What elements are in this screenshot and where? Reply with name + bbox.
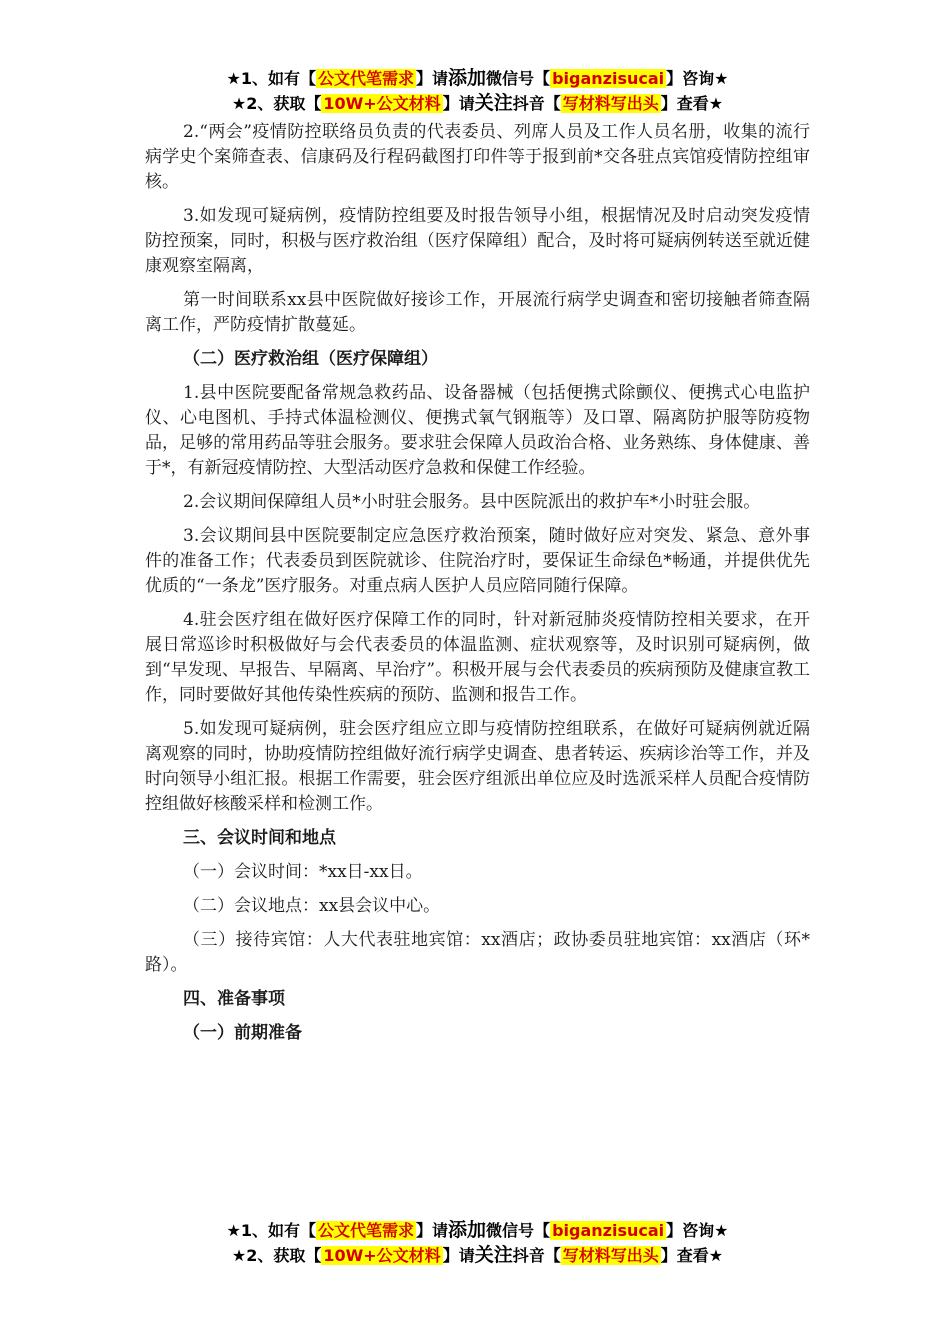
paragraph: 3.会议期间县中医院要制定应急医疗救治预案，随时做好应对突发、紧急、意外事件的准备工作；代表委员到医院就诊、住院治疗时，要保证生命绿色*畅通，并提供优先优质的“一条龙”医疗服务。对重点病人医护人员应陪同随行保障。: [145, 526, 810, 596]
paragraph: 第一时间联系xx县中医院做好接诊工作，开展流行病学史调查和密切接触者筛查隔离工作，严防疫情扩散蔓延。: [145, 290, 810, 335]
banner-text: 】请: [442, 94, 475, 113]
promo-banner-line-1: [145, 1218, 810, 1243]
paragraph: （三）接待宾馆：人大代表驻地宾馆：xx酒店；政协委员驻地宾馆：xx酒店（环*路）。: [145, 930, 810, 975]
banner-text: ★1、如有【: [226, 1221, 316, 1240]
banner-text: 抖音【: [512, 94, 561, 113]
banner-text: ★2、获取【: [231, 1246, 322, 1265]
section-heading: 四、准备事项: [183, 989, 285, 1009]
paragraph: 2.会议期间保障组人员*小时驻会服务。县中医院派出的救护车*小时驻会服。: [183, 492, 761, 512]
highlight-wechat-id: biganzisucai: [552, 69, 665, 88]
promo-banner-line-2: [145, 91, 810, 116]
promo-banner-line-2: [145, 1243, 810, 1268]
banner-text: ★1、如有【: [226, 69, 316, 88]
banner-text: 】咨询★: [666, 69, 729, 88]
highlight-materials: 10W+公文材料: [323, 94, 441, 113]
section-heading: 三、会议时间和地点: [183, 828, 336, 848]
banner-text: 】咨询★: [666, 1221, 729, 1240]
highlight-materials: 10W+公文材料: [323, 1246, 441, 1265]
banner-text: ★2、获取【: [231, 94, 322, 113]
paragraph: 1.县中医院要配备常规急救药品、设备器械（包括便携式除颤仪、便携式心电监护仪、心电图机、手持式体温检测仪、便携式氧气钢瓶等）及口罩、隔离防护服等防疫物品，足够的常用药品等驻会服务。要求驻会保障人员政治合格、业务熟练、身体健康、善于*，有新冠疫情防控、大型活动医疗急救和保健工作经验。: [145, 383, 810, 478]
banner-text: 微信号【: [486, 69, 551, 88]
highlight-douyin: 写材料写出头: [562, 1246, 659, 1265]
highlight-service: 公文代笔需求: [318, 69, 415, 88]
banner-text: 】查看★: [660, 94, 724, 113]
banner-emphasis: 添加: [448, 1219, 487, 1241]
promo-banner-line-1: [145, 66, 810, 91]
banner-emphasis: 关注: [474, 1244, 513, 1266]
banner-text: 抖音【: [512, 1246, 561, 1265]
document-page: [145, 66, 810, 1055]
highlight-douyin: 写材料写出头: [562, 94, 659, 113]
highlight-service: 公文代笔需求: [318, 1221, 415, 1240]
banner-text: 】请: [416, 1221, 449, 1240]
section-heading: （二）医疗救治组（医疗保障组）: [183, 349, 438, 369]
subsection-heading: （一）前期准备: [183, 1023, 302, 1043]
banner-emphasis: 关注: [474, 92, 513, 114]
banner-text: 】查看★: [660, 1246, 724, 1265]
banner-emphasis: 添加: [448, 67, 487, 89]
paragraph: （一）会议时间：*xx日-xx日。: [183, 862, 423, 882]
highlight-wechat-id: biganzisucai: [552, 1221, 665, 1240]
paragraph: 4.驻会医疗组在做好医疗保障工作的同时，针对新冠肺炎疫情防控相关要求，在开展日常巡诊时积极做好与会代表委员的体温监测、症状观察等，及时识别可疑病例，做到“早发现、早报告、早隔离、早治疗”。积极开展与会代表委员的疾病预防及健康宣教工作，同时要做好其他传染性疾病的预防、监测和报告工作。: [145, 610, 810, 705]
paragraph: 5.如发现可疑病例，驻会医疗组应立即与疫情防控组联系，在做好可疑病例就近隔离观察的同时，协助疫情防控组做好流行病学史调查、患者转运、疾病诊治等工作，并及时向领导小组汇报。根据工作需要，驻会医疗组派出单位应及时选派采样人员配合疫情防控组做好核酸采样和检测工作。: [145, 719, 810, 814]
paragraph: 2.“两会”疫情防控联络员负责的代表委员、列席人员及工作人员名册，收集的流行病学史个案筛查表、信康码及行程码截图打印件等于报到前*交各驻点宾馆疫情防控组审核。: [145, 122, 810, 192]
paragraph: （二）会议地点：xx县会议中心。: [183, 896, 441, 916]
promo-footer: [145, 1218, 810, 1268]
paragraph: 3.如发现可疑病例，疫情防控组要及时报告领导小组，根据情况及时启动突发疫情防控预案，同时，积极与医疗救治组（医疗保障组）配合，及时将可疑病例转送至就近健康观察室隔离，: [145, 206, 810, 276]
banner-text: 】请: [416, 69, 449, 88]
banner-text: 】请: [442, 1246, 475, 1265]
banner-text: 微信号【: [486, 1221, 551, 1240]
